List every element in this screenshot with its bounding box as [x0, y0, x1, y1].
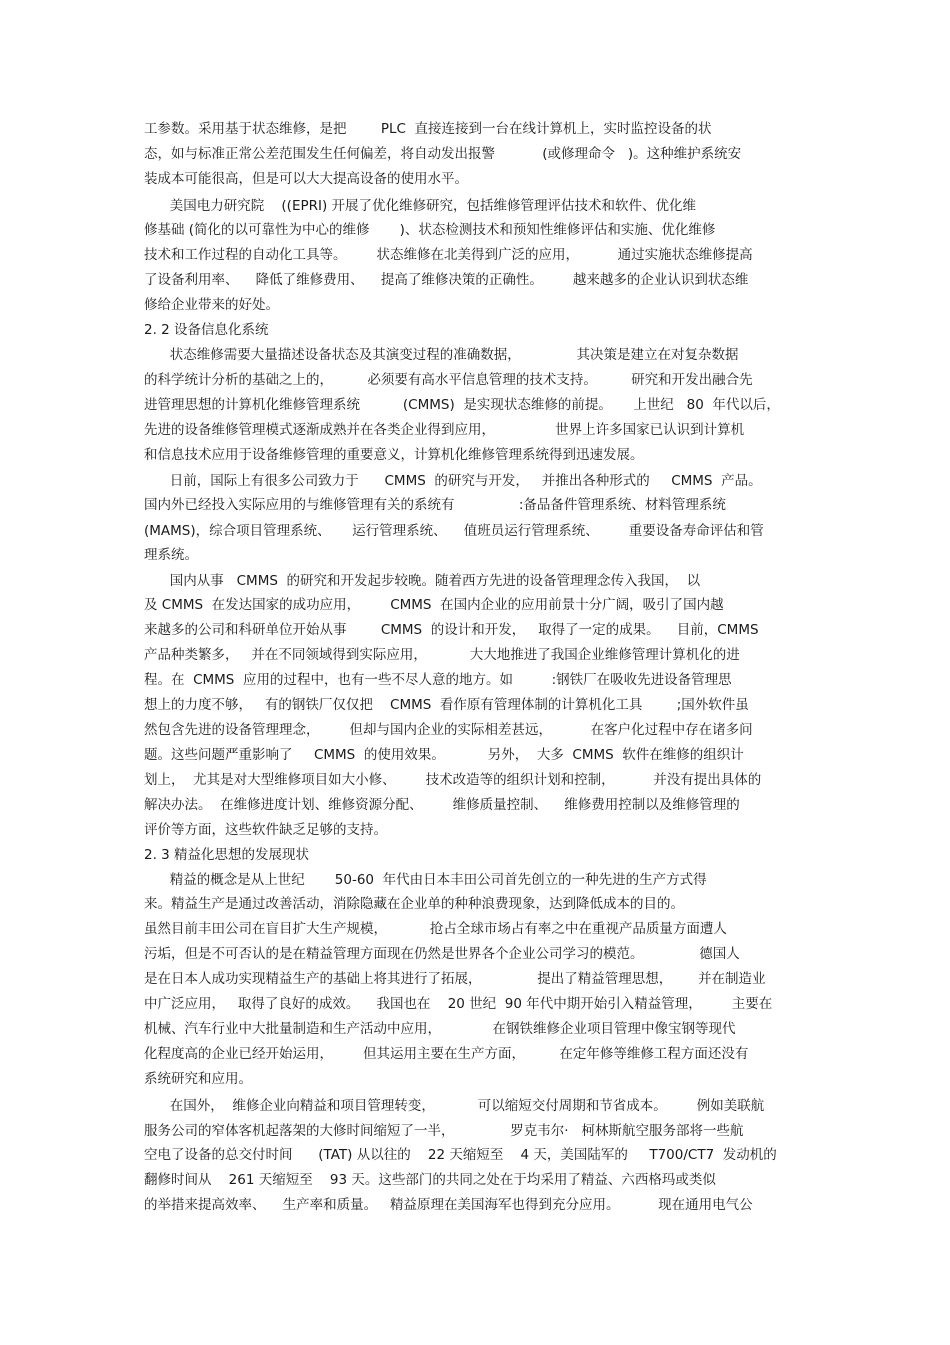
text-line: 及 CMMS 在发达国家的成功应用， CMMS 在国内企业的应用前景十分广阔，吸引了国内越	[144, 597, 724, 613]
text-line: 是在日本人成功实现精益生产的基础上将其进行了拓展， 提出了精益管理思想， 并在制造业	[144, 971, 766, 987]
text-line: 空电了设备的总交付时间 (TAT) 从以往的 22 天缩短至 4 天，美国陆军的 T700/CT7 发动机的	[144, 1147, 777, 1163]
text-line: 想上的力度不够， 有的钢铁厂仅仅把 CMMS 看作原有管理体制的计算机化工具 ;国外软件虽	[144, 697, 749, 713]
text-line: 装成本可能很高，但是可以大大提高设备的使用水平。	[144, 171, 468, 187]
text-line: 日前，国际上有很多公司致力于 CMMS 的研究与开发， 并推出各种形式的 CMMS 产品。	[144, 473, 762, 489]
text-line: 产品种类繁多， 并在不同领域得到实际应用， 大大地推进了我国企业维修管理计算机化的进	[144, 647, 740, 663]
text-line: 国内从事 CMMS 的研究和开发起步较晚。随着西方先进的设备管理理念传入我国， 以	[144, 573, 701, 589]
text-line: 服务公司的窄体客机起落架的大修时间缩短了一半， 罗克韦尔· 柯林斯航空服务部将一些航	[144, 1123, 744, 1139]
text-line: 状态维修需要大量描述设备状态及其演变过程的准确数据， 其决策是建立在对复杂数据	[144, 347, 739, 363]
text-line: 程。在 CMMS 应用的过程中，也有一些不尽人意的地方。如 :钢铁厂在吸收先进设备管理思	[144, 672, 732, 688]
text-line: 化程度高的企业已经开始运用， 但其运用主要在生产方面， 在定年修等维修工程方面还没有	[144, 1046, 749, 1062]
text-line: 来。精益生产是通过改善活动，消除隐藏在企业单的种种浪费现象，达到降低成本的目的。	[144, 896, 684, 912]
text-line: 的举措来提高效率、 生产率和质量。 精益原理在美国海军也得到充分应用。 现在通用电气公	[144, 1197, 753, 1213]
text-line: 修基础 (简化的以可靠性为中心的维修 )、状态检测技术和预知性维修评估和实施、优化维修	[144, 222, 716, 238]
text-line: 的科学统计分析的基础之上的， 必须要有高水平信息管理的技术支持。 研究和开发出融合先	[144, 372, 753, 388]
text-line: 技术和工作过程的自动化工具等。 状态维修在北美得到广泛的应用， 通过实施状态维修提高	[144, 247, 753, 263]
text-line: 态，如与标准正常公差范围发生任何偏差，将自动发出报警 (或修理命令 )。这种维护系统安	[144, 146, 742, 162]
text-line: 国内外已经投入实际应用的与维修管理有关的系统有 :备品备件管理系统、材料管理系统	[144, 497, 726, 513]
text-line: 进管理思想的计算机化维修管理系统 (CMMS) 是实现状态维修的前提。 上世纪 80 年代以后，	[144, 397, 780, 413]
text-line: 系统研究和应用。	[144, 1071, 252, 1087]
text-line: 翻修时间从 261 天缩短至 93 天。这些部门的共同之处在于均采用了精益、六西格玛或类似	[144, 1172, 716, 1188]
text-line: 评价等方面，这些软件缺乏足够的支持。	[144, 822, 387, 838]
text-line: 中广泛应用， 取得了良好的成效。 我国也在 20 世纪 90 年代中期开始引入精益管理， 主要在	[144, 996, 773, 1012]
text-line: 先进的设备维修管理模式逐渐成熟并在各类企业得到应用， 世界上许多国家已认识到计算机	[144, 422, 745, 438]
text-line: 理系统。	[144, 547, 198, 563]
text-line: 虽然目前丰田公司在盲目扩大生产规模， 抢占全球市场占有率之中在重视产品质量方面遭人	[144, 921, 727, 937]
text-line: 修给企业带来的好处。	[144, 297, 279, 313]
section-heading: 2. 2 设备信息化系统	[144, 322, 269, 338]
text-line: 精益的概念是从上世纪 50-60 年代由日本丰田公司首先创立的一种先进的生产方式得	[144, 872, 707, 888]
text-line: 划上， 尤其是对大型维修项目如大小修、 技术改造等的组织计划和控制， 并没有提出具体的	[144, 772, 762, 788]
text-line: 解决办法。 在维修进度计划、维修资源分配、 维修质量控制、 维修费用控制以及维修管理的	[144, 797, 740, 813]
text-line: 了设备利用率、 降低了维修费用、 提高了维修决策的正确性。 越来越多的企业认识到状态维	[144, 272, 749, 288]
text-line: 美国电力研究院 ((EPRI) 开展了优化维修研究，包括维修管理评估技术和软件、优化维	[144, 198, 697, 214]
text-line: 工参数。采用基于状态维修，是把 PLC 直接连接到一台在线计算机上，实时监控设备的状	[144, 121, 712, 137]
text-line: 来越多的公司和科研单位开始从事 CMMS 的设计和开发， 取得了一定的成果。 目前，CMMS	[144, 622, 759, 638]
text-line: 题。这些问题严重影响了 CMMS 的使用效果。 另外， 大多 CMMS 软件在维修的组织计	[144, 747, 744, 763]
text-line: 机械、汽车行业中大批量制造和生产活动中应用， 在钢铁维修企业项目管理中像宝钢等现代	[144, 1021, 736, 1037]
text-line: 然包含先进的设备管理理念， 但却与国内企业的实际相差甚远， 在客户化过程中存在诸多问	[144, 722, 753, 738]
section-heading: 2. 3 精益化思想的发展现状	[144, 847, 310, 863]
text-line: (MAMS)，综合项目管理系统、 运行管理系统、 值班员运行管理系统、 重要设备寿命评估和管	[144, 523, 764, 539]
text-line: 污垢，但是不可否认的是在精益管理方面现在仍然是世界各个企业公司学习的模范。 德国人	[144, 946, 740, 962]
text-line: 在国外， 维修企业向精益和项目管理转变， 可以缩短交付周期和节省成本。 例如美联航	[144, 1098, 765, 1114]
text-line: 和信息技术应用于设备维修管理的重要意义，计算机化维修管理系统得到迅速发展。	[144, 447, 644, 463]
